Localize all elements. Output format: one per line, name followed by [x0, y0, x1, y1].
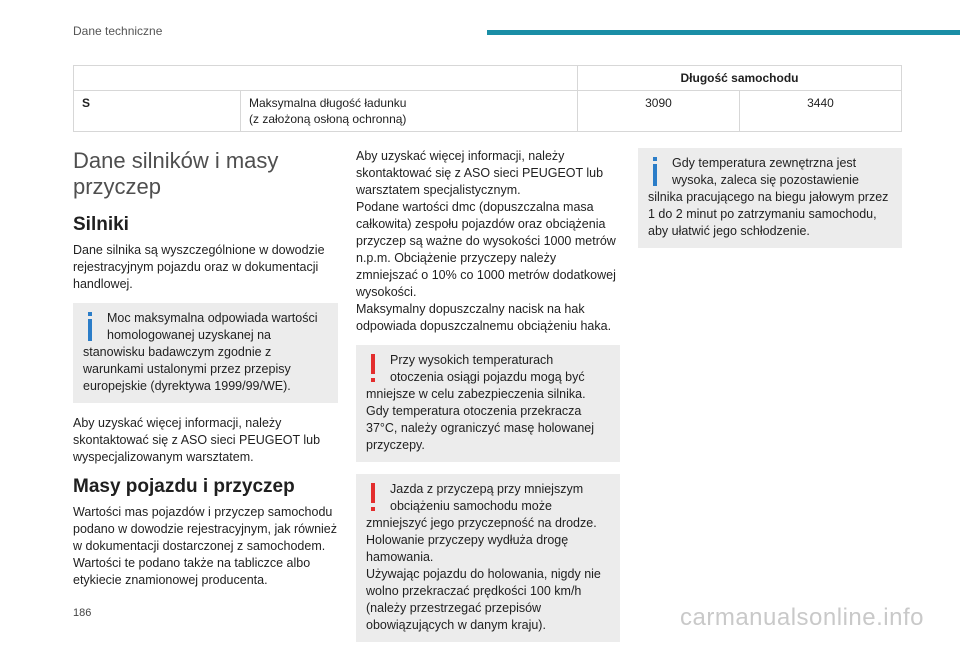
section-title: Dane silników i masy przyczep	[73, 148, 279, 199]
warning-icon	[366, 483, 380, 513]
page-number: 186	[73, 607, 92, 619]
column-left	[73, 148, 338, 599]
watermark: carmanualsonline.info	[680, 604, 924, 631]
table-row-value-1: 3090	[578, 91, 740, 132]
info-box-text: Gdy temperatura zewnętrzna jest wysoka, zaleca się pozostawienie silnika pracującego na biegu jałowym przez 1 do 2 minut po zatrzymaniu samochodu, aby ułatwić jego schłodzenie.	[648, 156, 889, 238]
info-box-text: Moc maksymalna odpowiada wartości homologowanej uzyskanej na stanowisku badawczym zgodnie z warunkami ustalonymi przez przepisy europejskie (dyrektywa 1999/99/WE).	[83, 311, 318, 393]
table-row-value-2: 3440	[739, 91, 901, 132]
table-row	[74, 91, 902, 132]
heading-masses: Masy pojazdu i przyczep	[73, 476, 295, 497]
warning-box-text: Jazda z przyczepą przy mniejszym obciążeniu samochodu może zmniejszyć jego przyczepność na drodze. Holowanie przyczepy wydłuża drogę hamowania. Używając pojazdu do holowania, nigdy nie wolno przekraczać prędkości 100 km/h (należy przestrzegać przepisów obowiązujących w danym kraju).	[366, 482, 601, 632]
info-box	[73, 303, 338, 403]
spec-table	[73, 65, 902, 132]
paragraph-more-info: Aby uzyskać więcej informacji, należy skontaktować się z ASO sieci PEUGEOT lub wyspecjalizowanym warsztatem.	[73, 416, 321, 464]
header-accent-bar	[487, 30, 960, 35]
warning-icon	[366, 354, 380, 384]
column-right	[638, 148, 902, 260]
running-header: Dane techniczne	[73, 24, 163, 38]
table-header-row	[74, 66, 902, 91]
table-header-cell: Długość samochodu	[578, 66, 902, 91]
warning-box-text: Przy wysokich temperaturach otoczenia osiągi pojazdu mogą być mniejsze w celu zabezpieczenia silnika. Gdy temperatura otoczenia przekracza 37°C, należy ograniczyć masę holowanej przyczepy.	[366, 353, 595, 452]
warning-box	[356, 474, 620, 642]
column-middle	[356, 148, 620, 654]
table-row-label-line2: (z założoną osłoną ochronną)	[249, 112, 407, 126]
table-empty-cell	[74, 66, 578, 91]
paragraph-trailer-info: Aby uzyskać więcej informacji, należy skontaktować się z ASO sieci PEUGEOT lub warsztatem specjalistycznym. Podane wartości dmc (dopuszczalna masa całkowita) zespołu pojazdów oraz obciążenia przyczep są ważne do wysokości 1000 metrów n.p.m. Obciążenie przyczepy należy zmniejszać o 10% co 1000 metrów dodatkowej wysokości. Maksymalny dopuszczalny nacisk na hak odpowiada dopuszczalnemu obciążeniu haka.	[356, 149, 616, 333]
info-box	[638, 148, 902, 248]
table-row-key: S	[74, 91, 241, 132]
paragraph-engines: Dane silnika są wyszczególnione w dowodzie rejestracyjnym pojazdu oraz w dokumentacji handlowej.	[73, 243, 325, 291]
info-icon	[83, 312, 97, 342]
paragraph-masses: Wartości mas pojazdów i przyczep samochodu podano w dowodzie rejestracyjnym, jak również w dokumentacji dostarczonej z samochodem. Wartości te podano także na tabliczce albo etykiecie znamionowej producenta.	[73, 505, 338, 587]
table-row-label	[241, 91, 578, 132]
info-icon	[648, 157, 662, 187]
heading-engines: Silniki	[73, 214, 129, 235]
table-row-label-line1: Maksymalna długość ładunku	[249, 96, 407, 110]
warning-box	[356, 345, 620, 462]
